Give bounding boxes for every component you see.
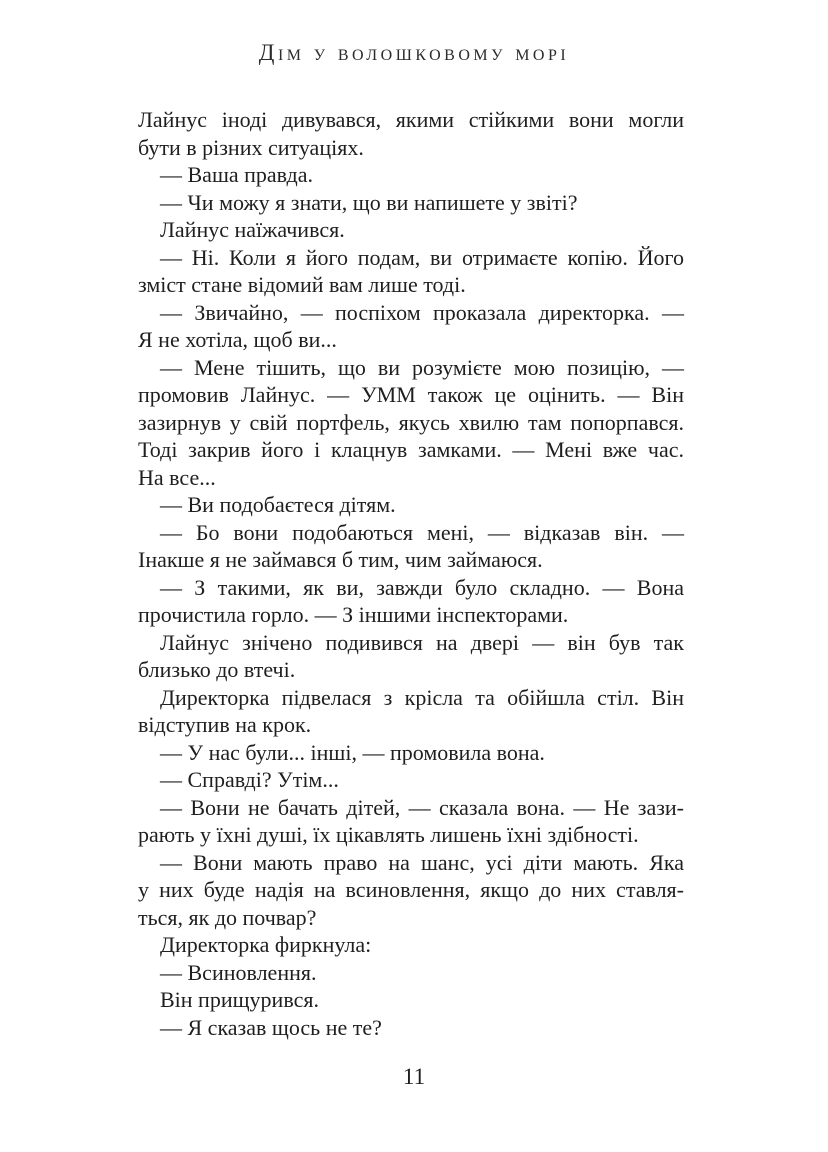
- text-line: зміст стане відомий вам лише тоді.: [138, 272, 466, 297]
- text-line: Лайнус знічено подивився на двері — він був так: [160, 629, 684, 655]
- text-line: відступив на крок.: [138, 712, 312, 737]
- paragraph: [138, 794, 684, 849]
- text-line: — Ні. Коли я його подам, ви отримаєте копію. Його: [160, 244, 684, 270]
- paragraph: [138, 216, 684, 244]
- text-line: — Вони мають право на шанс, усі діти мають. Яка: [160, 849, 684, 875]
- text-line: — У нас були... інші, — промовила вона.: [160, 739, 545, 765]
- paragraph: [138, 161, 684, 189]
- text-line: промовив Лайнус. — УММ також це оцінить. — Він: [138, 382, 684, 407]
- text-line: близько до втечі.: [138, 657, 296, 682]
- text-line: — Бо вони подобаються мені, — відказав він. —: [160, 519, 684, 545]
- paragraph: [138, 986, 684, 1014]
- text-line: рають у їхні душі, їх цікавлять лишень їхні здібності.: [138, 822, 639, 847]
- text-line: — З такими, як ви, завжди було складно. — Вона: [160, 574, 684, 600]
- paragraph: [138, 244, 684, 299]
- text-line: Лайнус іноді дивувався, якими стійкими вони могли: [138, 107, 684, 132]
- paragraph: [138, 491, 684, 519]
- text-line: зазирнув у свій портфель, якусь хвилю там попорпався.: [138, 409, 684, 435]
- paragraph: [138, 354, 684, 492]
- text-line: Тоді закрив його і клацнув замками. — Мені вже час.: [138, 437, 684, 462]
- text-line: — Вони не бачать дітей, — сказала вона. — Не зази-: [160, 794, 684, 820]
- text-line: На все...: [138, 464, 216, 490]
- text-line: Інакше я не займався б тим, чим займаюся.: [138, 547, 543, 572]
- text-line: — Я сказав щось не те?: [160, 1014, 382, 1040]
- text-line: Лайнус наїжачився.: [160, 217, 345, 242]
- text-line: ться, як до почвар?: [138, 904, 317, 930]
- paragraph: [138, 519, 684, 574]
- text-line: — Мене тішить, що ви розумієте мою позицію, —: [160, 354, 684, 380]
- text-line: — Ви подобаєтеся дітям.: [160, 492, 396, 517]
- paragraph: [138, 931, 684, 959]
- text-line: Директорка фиркнула:: [160, 932, 372, 957]
- text-line: — Ваша правда.: [160, 162, 313, 187]
- paragraph: [138, 574, 684, 629]
- text-line: Директорка підвелася з крісла та обійшла стіл. Він: [160, 684, 684, 710]
- paragraph: [138, 106, 684, 161]
- text-line: у них буде надія на всиновлення, якщо до них ставля-: [138, 877, 684, 902]
- paragraph: [138, 1014, 684, 1042]
- text-line: Він прищурився.: [160, 987, 319, 1012]
- text-line: Я не хотіла, щоб ви...: [138, 327, 337, 352]
- paragraph: [138, 684, 684, 739]
- page-number: 11: [402, 1064, 426, 1089]
- text-line: — Всиновлення.: [160, 959, 317, 985]
- paragraph: [138, 959, 684, 987]
- body-text: [138, 106, 684, 1041]
- running-header: Дім у волошковому морі: [258, 40, 570, 65]
- text-line: — Чи можу я знати, що ви напишете у звіті?: [160, 189, 578, 215]
- text-line: прочистила горло. — З іншими інспекторами.: [138, 602, 569, 627]
- paragraph: [138, 189, 684, 217]
- paragraph: [138, 766, 684, 794]
- paragraph: [138, 739, 684, 767]
- paragraph: [138, 629, 684, 684]
- text-line: — Звичайно, — поспіхом проказала директорка. —: [160, 299, 684, 325]
- text-line: — Справді? Утім...: [160, 767, 339, 792]
- paragraph: [138, 849, 684, 932]
- text-line: бути в різних ситуаціях.: [138, 134, 364, 160]
- paragraph: [138, 299, 684, 354]
